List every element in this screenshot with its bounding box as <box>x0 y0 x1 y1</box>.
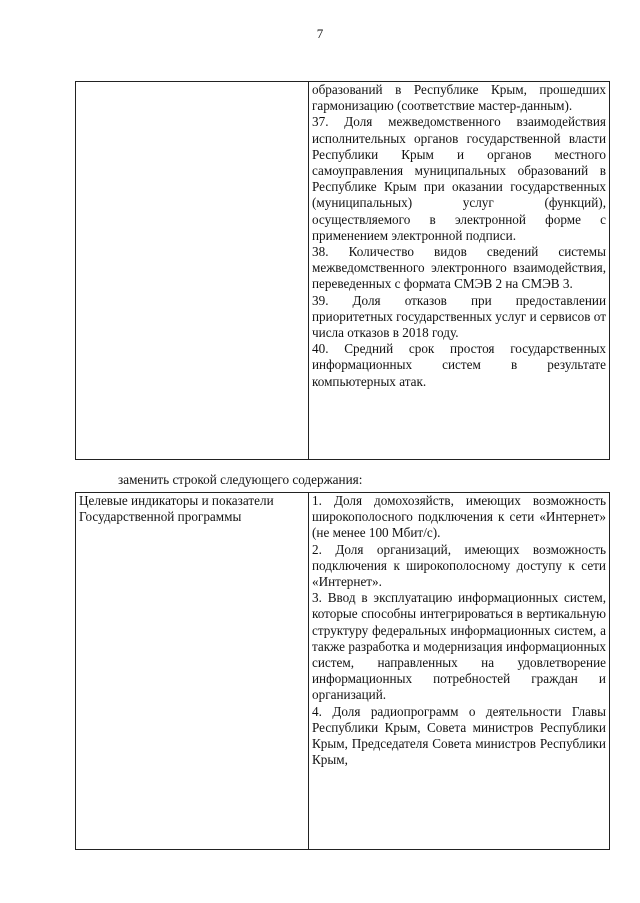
table1-item: 39. Доля отказов при предоставлении приоритетных государственных услуг и сервисов от числа отказов в 2018 году. <box>312 292 606 341</box>
replace-instruction: заменить строкой следующего содержания: <box>118 472 363 487</box>
page-number: 7 <box>316 26 324 41</box>
indicators-label: Целевые индикаторы и показатели Государственной программы <box>79 493 274 525</box>
table2-item: 2. Доля организаций, имеющих возможность подключения к широкополосному доступу к сети «Интернет». <box>312 541 606 590</box>
table2-left-cell <box>76 493 309 850</box>
table2-item: 4. Доля радиопрограмм о деятельности Главы Республики Крым, Совета министров Республики Крым, Председателя Совета министров Республики Крым, <box>312 703 606 768</box>
table2-item: 3. Ввод в эксплуатацию информационных систем, которые способны интегрироваться в вертикальную структуру федеральных информационных систем, а также разработка и модернизация информационных систем, направленных на удовлетворение информационных потребностей граждан и организаций. <box>312 590 606 703</box>
table1-left-cell <box>76 82 309 460</box>
table2-right-cell <box>309 493 610 850</box>
table2-item: 1. Доля домохозяйств, имеющих возможность широкополосного подключения к сети «Интернет» (не менее 100 Мбит/с). <box>312 493 606 541</box>
table1-item: 40. Средний срок простоя государственных информационных систем в результате компьютерных атак. <box>312 341 606 389</box>
indicators-table-old <box>75 81 610 460</box>
table1-item: образований в Республике Крым, прошедших гармонизацию (соответствие мастер-данным). <box>312 82 606 114</box>
indicators-table-new <box>75 492 610 850</box>
table1-item: 38. Количество видов сведений системы межведомственного электронного взаимодействия, переведенных с формата СМЭВ 2 на СМЭВ 3. <box>312 244 606 292</box>
table1-right-cell <box>309 82 610 460</box>
table1-item: 37. Доля межведомственного взаимодействия исполнительных органов государственной власти Республики Крым и органов местного самоуправления муниципальных образований в Республике Крым при оказании государственных (муниципальных) услуг (функций), осуществляемого в электронной форме с применением электронной подписи. <box>312 114 606 243</box>
